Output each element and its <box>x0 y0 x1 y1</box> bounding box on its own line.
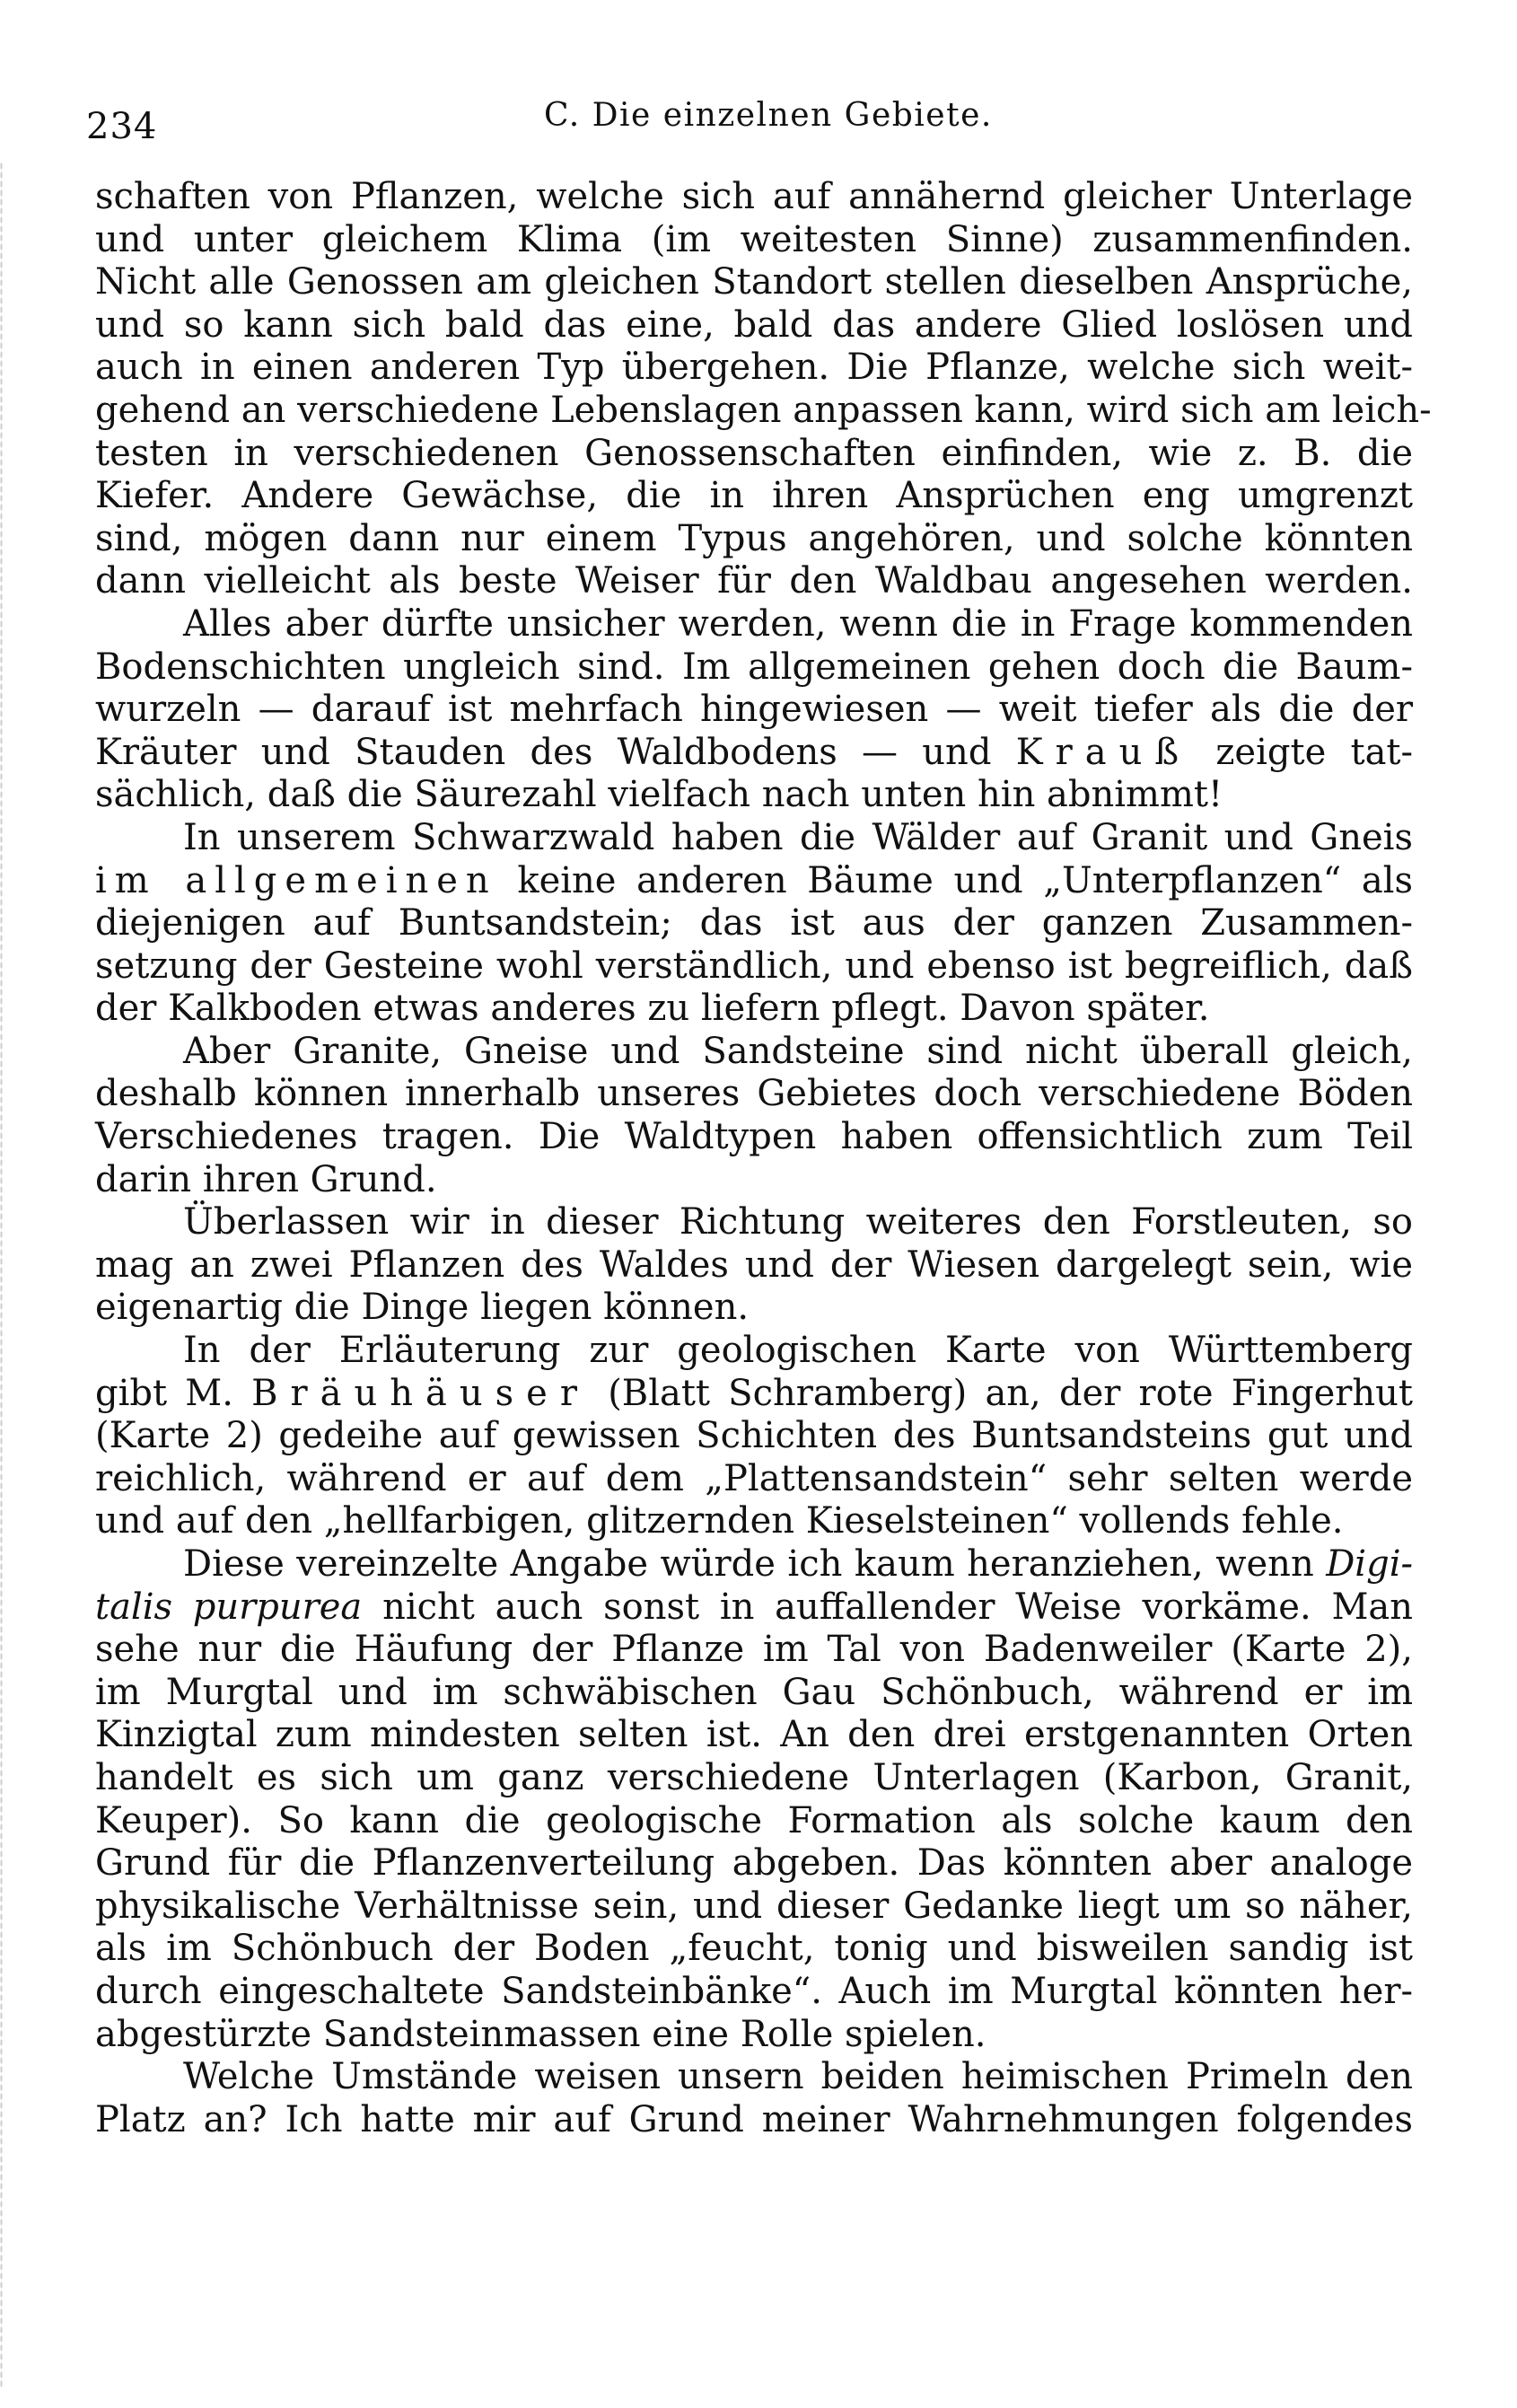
text-line: Kiefer. Andere Gewächse, die in ihren Ansprüchen eng umgrenzt <box>95 475 1413 517</box>
body-text <box>95 176 1432 2141</box>
author-name-braeuhaeuser: Bräuhäuser <box>251 1372 590 1414</box>
text-segment: gibt M. <box>95 1372 233 1414</box>
scan-edge-dots <box>0 162 3 2388</box>
text-line: Nicht alle Genossen am gleichen Standort stellen dieselben Ansprüche, <box>95 261 1413 303</box>
text-line: Keuper). So kann die geologische Formation als solche kaum den <box>95 1799 1413 1841</box>
text-segment: nicht auch sonst in auffallender Weise vorkäme. Man <box>382 1586 1414 1628</box>
text-segment: keine anderen Bäume und „Unterpflanzen“ als <box>517 859 1413 901</box>
text-line: Platz an? Ich hatte mir auf Grund meiner Wahrnehmungen folgendes <box>95 2098 1413 2140</box>
text-line: setzung der Gesteine wohl verständlich, und ebenso ist begreiflich, daß <box>95 945 1413 987</box>
text-line: Verschiedenes tragen. Die Waldtypen haben offensichtlich zum Teil <box>95 1116 1413 1158</box>
text-line: im Murgtal und im schwäbischen Gau Schönbuch, während er im <box>95 1671 1413 1713</box>
text-line: Grund für die Pflanzenverteilung abgeben. Das könnten aber analoge <box>95 1842 1413 1885</box>
text-line: reichlich, während er auf dem „Plattensandstein“ sehr selten werde <box>95 1457 1413 1499</box>
text-line: handelt es sich um ganz verschiedene Unterlagen (Karbon, Granit, <box>95 1756 1413 1798</box>
author-name-krauss: Krauß <box>1015 731 1192 773</box>
text-line: gehend an verschiedene Lebenslagen anpassen kann, wird sich am leich- <box>95 389 1432 431</box>
text-segment: zeigte tat- <box>1215 731 1414 773</box>
text-line: darin ihren Grund. <box>95 1158 437 1200</box>
text-line: Welche Umstände weisen unsern beiden heimischen Primeln den <box>183 2056 1413 2098</box>
text-line: deshalb können innerhalb unseres Gebietes doch verschiedene Böden <box>95 1073 1413 1115</box>
text-line: Bodenschichten ungleich sind. Im allgemeinen gehen doch die Baum- <box>95 646 1413 688</box>
text-line <box>95 860 1413 903</box>
text-line: wurzeln — darauf ist mehrfach hingewiesen — weit tiefer als die der <box>95 689 1413 731</box>
text-line: dann vielleicht als beste Weiser für den Waldbau angesehen werden. <box>95 560 1413 602</box>
page-header <box>86 97 1415 151</box>
text-segment: (Blatt Schramberg) an, der rote Fingerhut <box>608 1372 1414 1414</box>
text-line: der Kalkboden etwas anderes zu liefern pflegt. Davon später. <box>95 988 1210 1030</box>
text-line: sind, mögen dann nur einem Typus angehören, und solche könnten <box>95 517 1413 559</box>
text-line: abgestürzte Sandsteinmassen eine Rolle spielen. <box>95 2013 986 2055</box>
text-line: diejenigen auf Buntsandstein; das ist aus der ganzen Zusammen- <box>95 902 1413 945</box>
text-line: physikalische Verhältnisse sein, und dieser Gedanke liegt um so näher, <box>95 1885 1413 1927</box>
text-line: durch eingeschaltete Sandsteinbänke“. Auch im Murgtal könnten her- <box>95 1970 1413 2012</box>
page-number: 234 <box>86 106 158 147</box>
text-line: eigenartig die Dinge liegen können. <box>95 1287 750 1329</box>
text-line: schaften von Pflanzen, welche sich auf annähernd gleicher Unterlage <box>95 176 1413 217</box>
text-line: sächlich, daß die Säurezahl vielfach nach unten hin abnimmt! <box>95 774 1223 816</box>
text-line: auch in einen anderen Typ übergehen. Die Pflanze, welche sich weit- <box>95 347 1413 389</box>
text-line: und unter gleichem Klima (im weitesten Sinne) zusammenfinden. <box>95 218 1413 260</box>
species-name: Digi- <box>1326 1543 1414 1585</box>
text-line: als im Schönbuch der Boden „feucht, tonig und bisweilen sandig ist <box>95 1928 1413 1970</box>
text-line: sehe nur die Häufung der Pflanze im Tal von Badenweiler (Karte 2), <box>95 1629 1413 1671</box>
text-line: mag an zwei Pflanzen des Waldes und der Wiesen dargelegt sein, wie <box>95 1244 1413 1286</box>
text-line <box>95 1543 1413 1586</box>
text-line: testen in verschiedenen Genossenschaften einfinden, wie z. B. die <box>95 432 1413 474</box>
text-line: und auf den „hellfarbigen, glitzernden Kieselsteinen“ vollends fehle. <box>95 1500 1344 1542</box>
text-line <box>95 1586 1413 1630</box>
text-line: und so kann sich bald das eine, bald das andere Glied loslösen und <box>95 303 1413 346</box>
text-line <box>95 732 1413 775</box>
text-line: (Karte 2) gedeihe auf gewissen Schichten des Buntsandsteins gut und <box>95 1415 1413 1457</box>
text-segment: Kräuter und Stauden des Waldbodens — und <box>95 731 992 773</box>
emphasis-text: im allgemeinen <box>95 859 497 901</box>
text-line: Überlassen wir in dieser Richtung weiteres den Forstleuten, so <box>183 1201 1413 1244</box>
text-line: In unserem Schwarzwald haben die Wälder auf Granit und Gneis <box>183 816 1413 858</box>
text-line <box>95 1373 1413 1416</box>
text-line: Kinzigtal zum mindesten selten ist. An den drei erstgenannten Orten <box>95 1714 1413 1756</box>
text-line: Alles aber dürfte unsicher werden, wenn die in Frage kommenden <box>183 602 1413 645</box>
species-name: talis purpurea <box>95 1586 363 1628</box>
running-head: C. Die einzelnen Gebiete. <box>544 97 993 134</box>
text-line: Aber Granite, Gneise und Sandsteine sind nicht überall gleich, <box>183 1030 1413 1072</box>
text-segment: Diese vereinzelte Angabe würde ich kaum heranziehen, wenn <box>183 1543 1314 1585</box>
text-line: In der Erläuterung zur geologischen Karte von Württemberg <box>183 1330 1413 1372</box>
